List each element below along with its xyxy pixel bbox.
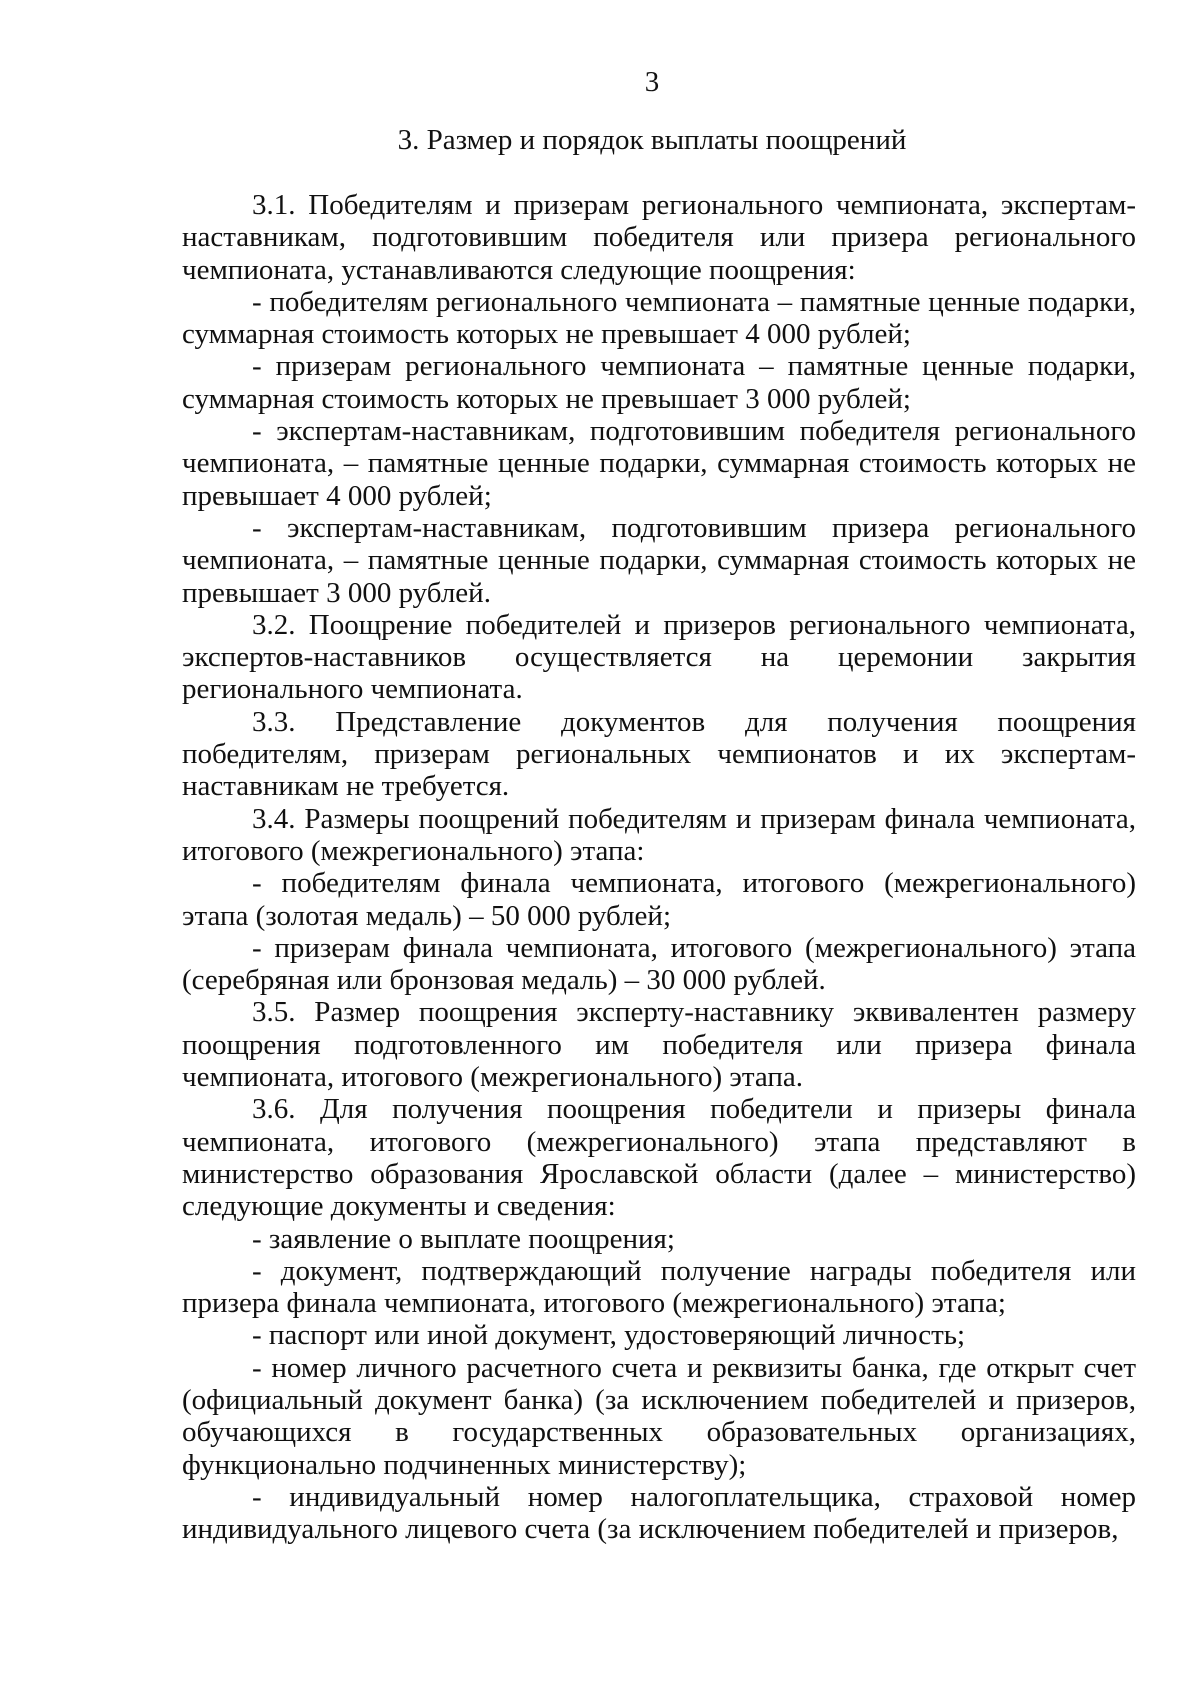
list-item-bank-account: - номер личного расчетного счета и реквизиты банка, где открыт счет (официальный документ банка) (за исключением победителей и призеров, обучающихся в государственных образовательных организациях, функционально подчиненных министерству); xyxy=(182,1351,1136,1481)
list-item-winners-regional: - победителям регионального чемпионата – памятные ценные подарки, суммарная стоимость которых не превышает 4 000 рублей; xyxy=(182,285,1136,351)
list-item-award-document: - документ, подтверждающий получение награды победителя или призера финала чемпионата, итогового (межрегионального) этапа; xyxy=(182,1254,1136,1320)
paragraph-3-3: 3.3. Представление документов для получения поощрения победителям, призерам региональных чемпионатов и их экспертам-наставникам не требуется. xyxy=(182,705,1136,803)
paragraph-3-2: 3.2. Поощрение победителей и призеров регионального чемпионата, экспертов-наставников осуществляется на церемонии закрытия регионального чемпионата. xyxy=(182,608,1136,706)
list-item-final-prizewinners: - призерам финала чемпионата, итогового (межрегионального) этапа (серебряная или бронзовая медаль) – 30 000 рублей. xyxy=(182,931,1136,997)
list-item-mentors-winner: - экспертам-наставникам, подготовившим победителя регионального чемпионата, – памятные ценные подарки, суммарная стоимость которых не превышает 4 000 рублей; xyxy=(182,415,1136,512)
list-item-prizewinners-regional: - призерам регионального чемпионата – памятные ценные подарки, суммарная стоимость которых не превышает 3 000 рублей; xyxy=(182,350,1136,415)
page-number: 3 xyxy=(644,66,660,98)
paragraph-3-1: 3.1. Победителям и призерам регионального чемпионата, экспертам-наставникам, подготовившим победителя или призера регионального чемпионата, устанавливаются следующие поощрения: xyxy=(182,189,1136,286)
list-item-passport: - паспорт или иной документ, удостоверяющий личность; xyxy=(252,1319,966,1352)
section-title: 3. Размер и порядок выплаты поощрений xyxy=(397,124,907,156)
paragraph-3-4: 3.4. Размеры поощрений победителям и призерам финала чемпионата, итогового (межрегионального) этапа: xyxy=(182,802,1136,867)
list-item-mentors-prizewinner: - экспертам-наставникам, подготовившим призера регионального чемпионата, – памятные ценные подарки, суммарная стоимость которых не превышает 3 000 рублей. xyxy=(182,511,1136,609)
document-body xyxy=(182,189,1136,1545)
paragraph-3-6: 3.6. Для получения поощрения победители и призеры финала чемпионата, итогового (межрегионального) этапа представляют в министерство образования Ярославской области (далее – министерство) следующие документы и сведения: xyxy=(182,1093,1136,1223)
paragraph-3-5: 3.5. Размер поощрения эксперту-наставнику эквивалентен размеру поощрения подготовленного им победителя или призера финала чемпионата, итогового (межрегионального) этапа. xyxy=(182,996,1136,1094)
list-item-tax-number: - индивидуальный номер налогоплательщика, страховой номер индивидуального лицевого счета (за исключением победителей и призеров, xyxy=(182,1480,1136,1546)
list-item-final-winners: - победителям финала чемпионата, итогового (межрегионального) этапа (золотая медаль) – 50 000 рублей; xyxy=(182,867,1136,932)
list-item-application: - заявление о выплате поощрения; xyxy=(252,1222,675,1255)
